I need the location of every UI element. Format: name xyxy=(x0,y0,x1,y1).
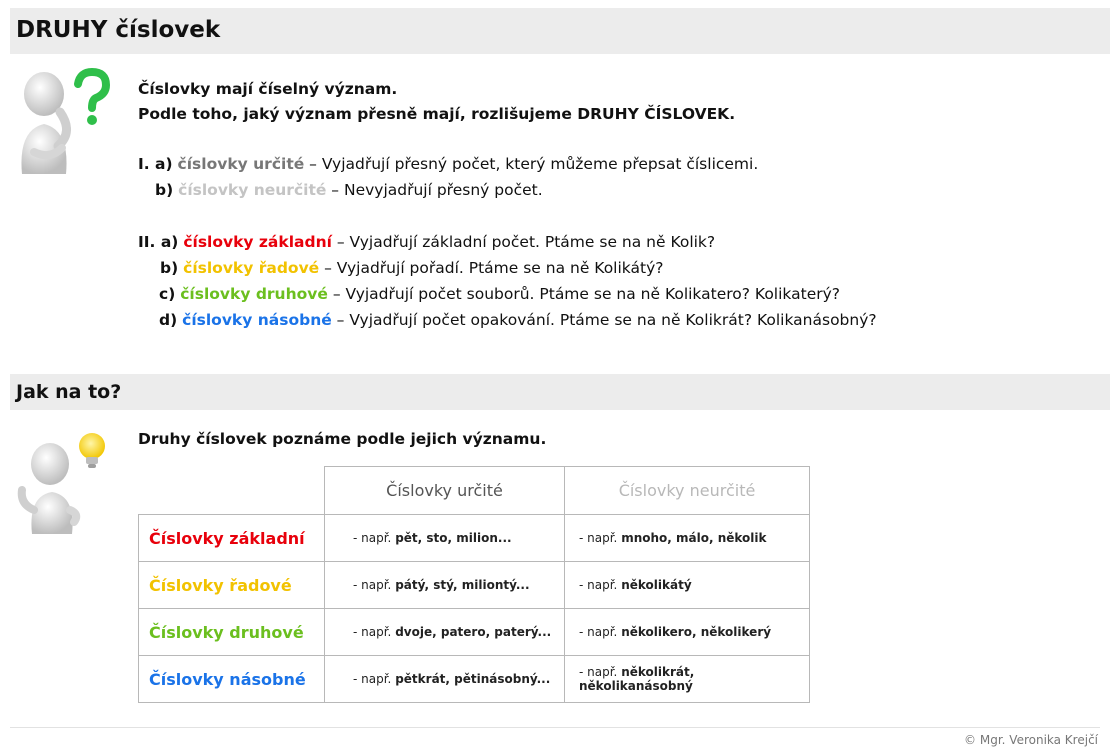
group1-item-b xyxy=(155,181,543,199)
col-header-urcite: Číslovky určité xyxy=(325,467,565,515)
table-cell xyxy=(565,609,810,656)
section-header-jak-na-to xyxy=(10,374,1110,410)
item-marker: b) xyxy=(160,259,179,277)
table-row xyxy=(139,562,810,609)
item-desc: – Vyjadřují přesný počet, který můžeme přepsat číslicemi. xyxy=(304,155,759,173)
item-marker: b) xyxy=(155,181,174,199)
table-cell xyxy=(565,656,810,703)
table-cell xyxy=(325,609,565,656)
group1-item-a xyxy=(138,155,758,173)
item-marker: II. a) xyxy=(138,233,179,251)
table-cell xyxy=(565,515,810,562)
intro-line-1: Číslovky mají číselný význam. xyxy=(138,80,398,98)
table-cell xyxy=(325,656,565,703)
example-value: pětkrát, pětinásobný... xyxy=(395,672,551,686)
row-label-zakladni: Číslovky základní xyxy=(139,515,325,562)
example-value: několikero, několikerý xyxy=(621,625,772,639)
intro-line-2: Podle toho, jaký význam přesně mají, rozlišujeme DRUHY ČÍSLOVEK. xyxy=(138,105,736,123)
table-row xyxy=(139,609,810,656)
term-druhove: číslovky druhové xyxy=(180,285,328,303)
example-value: mnoho, málo, několik xyxy=(621,531,767,545)
copyright: © Mgr. Veronika Krejčí xyxy=(964,733,1098,747)
term-radove: číslovky řadové xyxy=(183,259,320,277)
example-prefix: - např. xyxy=(353,531,392,545)
group2-item-d xyxy=(159,311,877,329)
numerals-table xyxy=(138,466,810,703)
example-value: pět, sto, milion... xyxy=(395,531,512,545)
section-title: DRUHY číslovek xyxy=(16,17,221,43)
row-label-radove: Číslovky řadové xyxy=(139,562,325,609)
example-prefix: - např. xyxy=(579,531,618,545)
item-marker: I. a) xyxy=(138,155,173,173)
example-prefix: - např. xyxy=(353,578,392,592)
term-nasobne: číslovky násobné xyxy=(182,311,332,329)
section-header-druhy xyxy=(10,8,1110,54)
table-cell xyxy=(565,562,810,609)
intro-text xyxy=(138,77,735,127)
section-title: Jak na to? xyxy=(16,381,122,403)
example-prefix: - např. xyxy=(353,672,392,686)
example-prefix: - např. xyxy=(579,578,618,592)
example-value: několikátý xyxy=(621,578,692,592)
table-cell xyxy=(325,562,565,609)
table-header-row xyxy=(139,467,810,515)
table-row xyxy=(139,656,810,703)
item-desc: – Vyjadřují základní počet. Ptáme se na ně Kolik? xyxy=(331,233,716,251)
example-value: pátý, stý, miliontý... xyxy=(395,578,530,592)
term-neurcite: číslovky neurčité xyxy=(178,181,327,199)
item-desc: – Vyjadřují počet souborů. Ptáme se na ně Kolikatero? Kolikaterý? xyxy=(327,285,840,303)
example-prefix: - např. xyxy=(579,665,618,679)
row-label-nasobne: Číslovky násobné xyxy=(139,656,325,703)
item-desc: – Nevyjadřují přesný počet. xyxy=(326,181,543,199)
example-value: několikrát, několikanásobný xyxy=(579,665,695,693)
item-desc: – Vyjadřují pořadí. Ptáme se na ně Kolikátý? xyxy=(319,259,664,277)
group2-item-a xyxy=(138,233,715,251)
example-prefix: - např. xyxy=(579,625,618,639)
term-zakladni: číslovky základní xyxy=(183,233,332,251)
term-urcite: číslovky určité xyxy=(177,155,305,173)
row-label-druhove: Číslovky druhové xyxy=(139,609,325,656)
thinking-figure-question-icon xyxy=(14,68,112,174)
example-prefix: - např. xyxy=(353,625,392,639)
group2-item-c xyxy=(159,285,840,303)
item-desc: – Vyjadřují počet opakování. Ptáme se na ně Kolikrát? Kolikanásobný? xyxy=(331,311,877,329)
item-marker: c) xyxy=(159,285,176,303)
group2-item-b xyxy=(160,259,663,277)
table-intro: Druhy číslovek poznáme podle jejich významu. xyxy=(138,430,547,448)
table-row xyxy=(139,515,810,562)
item-marker: d) xyxy=(159,311,178,329)
example-value: dvoje, patero, paterý... xyxy=(395,625,552,639)
footer-divider xyxy=(10,727,1100,728)
col-header-neurcite: Číslovky neurčité xyxy=(565,467,810,515)
table-corner xyxy=(139,467,325,515)
figure-lightbulb-icon xyxy=(14,430,112,534)
table-cell xyxy=(325,515,565,562)
